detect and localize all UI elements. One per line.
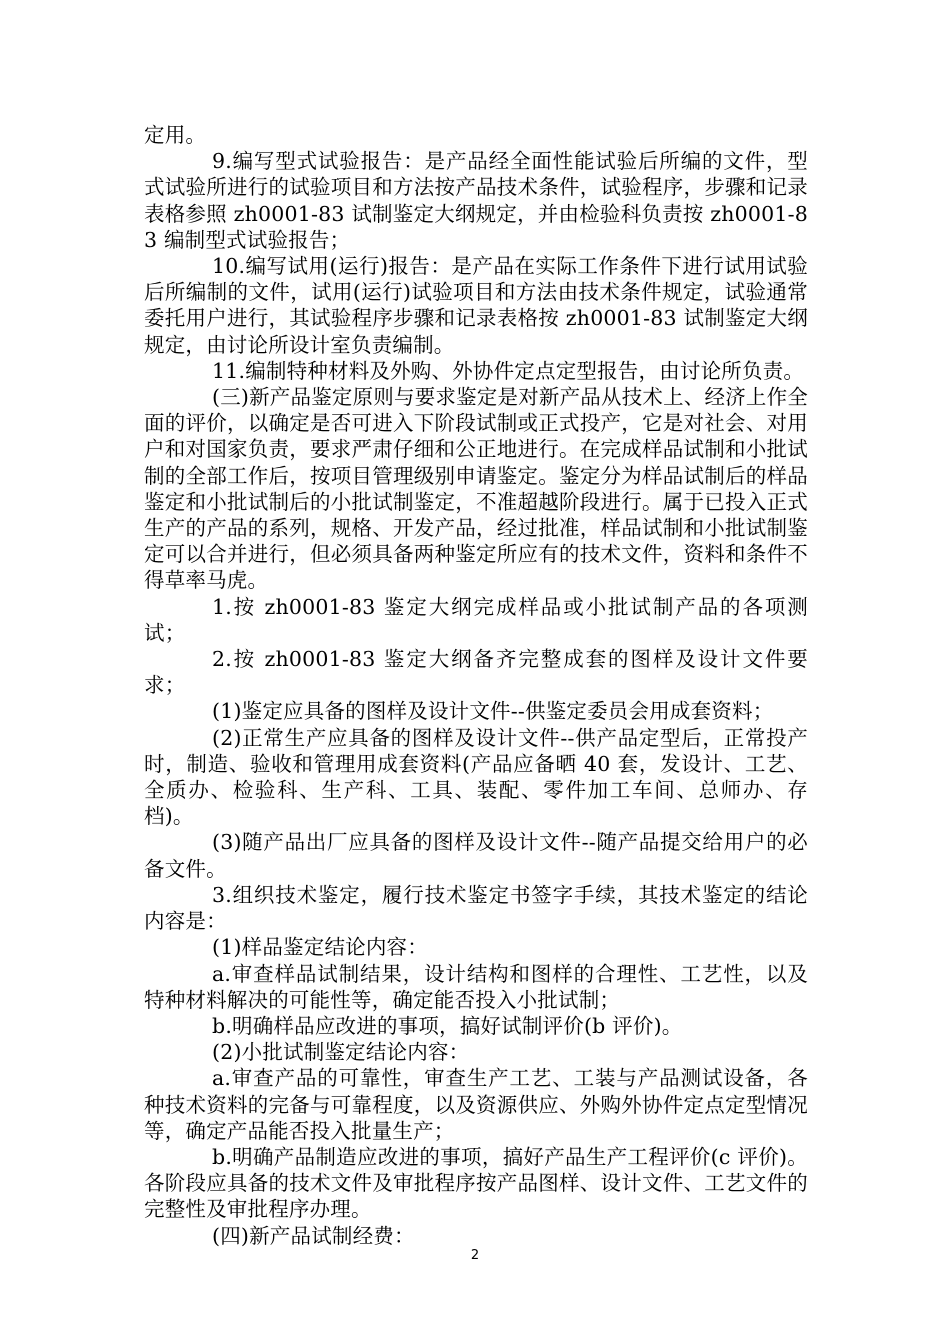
document-body <box>144 122 808 1249</box>
paragraph: (1)鉴定应具备的图样及设计文件--供鉴定委员会用成套资料； <box>212 699 774 724</box>
paragraph: (3)随产品出厂应具备的图样及设计文件--随产品提交给用户的必备文件。 <box>144 830 808 881</box>
paragraph: (四)新产品试制经费： <box>212 1223 415 1248</box>
paragraph: (2)小批试制鉴定结论内容： <box>212 1040 470 1065</box>
paragraph: 10.编写试用(运行)报告：是产品在实际工作条件下进行试用试验后所编制的文件，试用(运行)试验项目和方法由技术条件规定，试验通常委托用户进行，其试验程序步骤和记录表格按 zh0001-83 试制鉴定大纲规定，由讨论所设计室负责编制。 <box>144 254 808 357</box>
paragraph: 定用。 <box>144 123 207 147</box>
paragraph: 2.按 zh0001-83 鉴定大纲备齐完整成套的图样及设计文件要求； <box>144 647 808 698</box>
paragraph: b.明确样品应改进的事项，搞好试制评价(b 评价)。 <box>212 1013 683 1038</box>
paragraph: 3.组织技术鉴定，履行技术鉴定书签字手续，其技术鉴定的结论内容是： <box>144 882 808 934</box>
paragraph: (2)正常生产应具备的图样及设计文件--供产品定型后，正常投产时，制造、验收和管理用成套资料(产品应备晒 40 套，发设计、工艺、全质办、检验科、生产科、工具、装配、零件加工车间、总师办、存档)。 <box>144 725 808 829</box>
page-number: 2 <box>470 1248 480 1263</box>
paragraph: a.审查样品试制结果，设计结构和图样的合理性、工艺性，以及特种材料解决的可能性等，确定能否投入小批试制； <box>144 961 808 1012</box>
paragraph: 1.按 zh0001-83 鉴定大纲完成样品或小批试制产品的各项测试； <box>144 594 808 645</box>
paragraph: a.审查产品的可靠性，审查生产工艺、工装与产品测试设备，各种技术资料的完备与可靠程度，以及资源供应、外购外协件定点定型情况等，确定产品能否投入批量生产； <box>144 1066 808 1143</box>
paragraph: (三)新产品鉴定原则与要求鉴定是对新产品从技术上、经济上作全面的评价，以确定是否可进入下阶段试制或正式投产，它是对社会、对用户和对国家负责，要求严肃仔细和公正地进行。在完成样品试制和小批试制的全部工作后，按项目管理级别申请鉴定。鉴定分为样品试制后的样品鉴定和小批试制后的小批试制鉴定，不准超越阶段进行。属于已投入正式生产的产品的系列，规格、开发产品，经过批准，样品试制和小批试制鉴定可以合并进行，但必须具备两种鉴定所应有的技术文件，资料和条件不得草率马虎。 <box>144 385 808 593</box>
paragraph: (1)样品鉴定结论内容： <box>212 935 428 960</box>
paragraph: b.明确产品制造应改进的事项，搞好产品生产工程评价(c 评价)。各阶段应具备的技术文件及审批程序按产品图样、设计文件、工艺文件的完整性及审批程序办理。 <box>144 1144 808 1222</box>
paragraph: 11.编制特种材料及外购、外协件定点定型报告，由讨论所负责。 <box>212 358 805 383</box>
paragraph: 9.编写型式试验报告：是产品经全面性能试验后所编的文件，型式试验所进行的试验项目和方法按产品技术条件，试验程序，步骤和记录表格参照 zh0001-83 试制鉴定大纲规定，并由检验科负责按 zh0001-83 编制型式试验报告； <box>144 149 808 252</box>
